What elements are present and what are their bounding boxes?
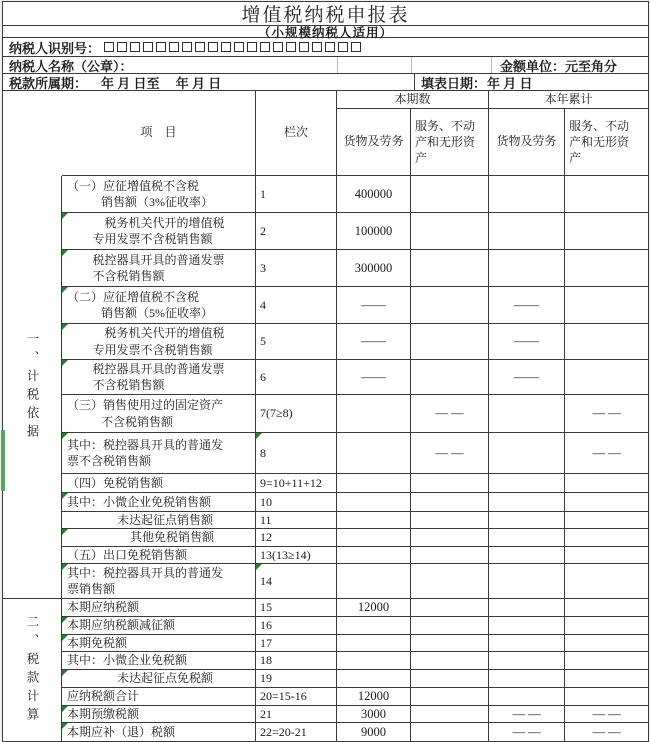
item-cell <box>62 395 256 433</box>
column-no-cell: 17 <box>256 635 337 652</box>
item-cell <box>62 493 256 512</box>
column-no-cell: 19 <box>256 670 337 688</box>
item-label: （三）销售使用过的固定资产 <box>67 398 224 413</box>
item-cell <box>62 360 256 395</box>
value-cell[interactable] <box>337 474 411 493</box>
item-cell <box>62 670 256 688</box>
id-box[interactable] <box>260 42 270 52</box>
value-cell[interactable] <box>411 360 489 395</box>
item-label: （五）出口免税销售额 <box>67 547 188 562</box>
value-cell[interactable] <box>489 564 565 599</box>
value-cell[interactable]: —— <box>489 287 565 324</box>
value-cell[interactable] <box>411 512 489 529</box>
item-label: 票销售额 <box>67 582 116 596</box>
item-label: 本期预缴税额 <box>67 706 140 721</box>
value-cell[interactable]: 12000 <box>337 599 411 617</box>
value-cell[interactable] <box>489 617 565 635</box>
id-box[interactable] <box>104 42 114 52</box>
column-no-header-cell: 栏次 <box>256 91 337 176</box>
value-cell[interactable] <box>337 512 411 529</box>
column-no-cell: 6 <box>256 360 337 395</box>
id-box[interactable] <box>130 42 140 52</box>
value-cell[interactable] <box>337 433 411 474</box>
value-cell[interactable] <box>411 493 489 512</box>
item-label: 应纳税额合计 <box>67 689 140 704</box>
column-no-cell: 3 <box>256 250 337 287</box>
item-cell <box>62 287 256 324</box>
value-cell[interactable]: — — <box>411 433 489 474</box>
section-label-tax-basis: 一、计税依据 <box>3 176 62 599</box>
column-no-cell: 15 <box>256 599 337 617</box>
value-cell[interactable] <box>411 564 489 599</box>
column-no-cell: 16 <box>256 617 337 635</box>
value-cell[interactable]: —— <box>337 324 411 360</box>
column-no-cell: 18 <box>256 652 337 670</box>
value-cell[interactable] <box>565 324 648 360</box>
value-cell[interactable] <box>565 213 648 250</box>
value-cell[interactable] <box>565 599 648 617</box>
item-label: 税控器具开具的普通发票 <box>92 361 225 376</box>
item-label: （一）应征增值税不含税 <box>67 178 200 193</box>
column-no-cell: 20=15-16 <box>256 688 337 706</box>
value-cell[interactable] <box>489 652 565 670</box>
column-no-cell: 13(13≥14) <box>256 547 337 564</box>
item-label: 税务机关代开的增值税 <box>92 326 225 341</box>
filing-date-label: 填表日期： <box>421 75 487 91</box>
id-box[interactable] <box>247 42 257 52</box>
value-cell[interactable] <box>489 512 565 529</box>
grid-divider <box>411 57 412 73</box>
item-cell <box>62 706 256 723</box>
id-box[interactable] <box>286 42 296 52</box>
value-cell[interactable] <box>411 287 489 324</box>
value-cell[interactable] <box>411 324 489 360</box>
grid-divider <box>414 74 415 90</box>
item-cell <box>62 635 256 652</box>
item-cell <box>62 723 256 741</box>
current-period-header-cell: 本期数 <box>337 91 489 109</box>
value-cell[interactable]: — — <box>565 706 648 723</box>
item-cell <box>62 433 256 474</box>
tax-period-row <box>3 74 648 91</box>
item-label: 其中：税控器具开具的普通发 <box>67 565 224 580</box>
item-label: 不含税销售额 <box>92 378 165 392</box>
id-box[interactable] <box>208 42 218 52</box>
value-cell[interactable] <box>337 635 411 652</box>
value-cell[interactable] <box>565 617 648 635</box>
item-cell <box>62 617 256 635</box>
value-cell[interactable] <box>489 529 565 547</box>
item-label: 票不含税销售额 <box>67 454 152 468</box>
value-cell[interactable] <box>411 176 489 213</box>
value-cell[interactable]: 12000 <box>337 688 411 706</box>
value-cell[interactable] <box>565 360 648 395</box>
value-cell[interactable] <box>411 670 489 688</box>
value-cell[interactable] <box>411 474 489 493</box>
column-no-cell: 11 <box>256 512 337 529</box>
item-label: 未达起征点免税额 <box>117 671 214 686</box>
item-label: 本期应纳税额减征额 <box>67 618 176 633</box>
item-label: 其中：税控器具开具的普通发 <box>67 437 224 452</box>
column-no-cell: 4 <box>256 287 337 324</box>
value-cell[interactable] <box>489 250 565 287</box>
section-label-tax-calculation: 二、税款计算 <box>3 599 62 741</box>
item-label: 专用发票不含税销售额 <box>92 232 213 246</box>
tax-table <box>3 91 648 741</box>
item-cell <box>62 599 256 617</box>
goods-subheader-cell: 货物及劳务 <box>337 109 411 176</box>
value-cell[interactable] <box>565 564 648 599</box>
value-cell[interactable]: —— <box>337 287 411 324</box>
grid-divider <box>491 57 492 73</box>
id-box[interactable] <box>234 42 244 52</box>
amount-unit-label: 金额单位：元至角分 <box>500 58 618 74</box>
grid-divider <box>337 57 338 73</box>
value-cell[interactable] <box>565 250 648 287</box>
form-subtitle: （小规模纳税人适用） <box>257 25 393 40</box>
item-label: 不含税销售额 <box>92 269 165 283</box>
item-cell <box>62 547 256 564</box>
value-cell[interactable] <box>489 688 565 706</box>
value-cell[interactable] <box>489 395 565 433</box>
item-label: （二）应征增值税不含税 <box>67 289 200 304</box>
value-cell[interactable] <box>565 529 648 547</box>
item-label: 其中：小微企业免税额 <box>67 653 188 668</box>
item-cell <box>62 564 256 599</box>
value-cell[interactable] <box>411 213 489 250</box>
id-box[interactable] <box>338 42 348 52</box>
item-cell <box>62 688 256 706</box>
taxpayer-name-row <box>3 57 648 74</box>
services-subheader-cell <box>411 109 489 176</box>
subtitle-row <box>3 26 648 38</box>
value-cell[interactable] <box>489 474 565 493</box>
item-label: 专用发票不含税销售额 <box>92 342 213 357</box>
filing-date-value: 年 月 日 <box>487 75 533 91</box>
value-cell[interactable] <box>489 493 565 512</box>
id-box[interactable] <box>143 42 153 52</box>
column-no-cell: 14 <box>256 564 337 599</box>
value-cell[interactable] <box>411 635 489 652</box>
services-subheader-label: 服务、不动产和无形资产 <box>569 118 630 166</box>
id-box[interactable] <box>195 42 205 52</box>
id-box[interactable] <box>273 42 283 52</box>
services-subheader-cell <box>565 109 648 176</box>
id-box[interactable] <box>351 42 361 52</box>
value-cell[interactable] <box>411 529 489 547</box>
value-cell[interactable] <box>489 635 565 652</box>
id-box[interactable] <box>325 42 335 52</box>
id-box[interactable] <box>156 42 166 52</box>
column-no-cell: 8 <box>256 433 337 474</box>
value-cell[interactable] <box>337 529 411 547</box>
value-cell[interactable] <box>489 176 565 213</box>
value-cell[interactable] <box>411 250 489 287</box>
value-cell[interactable]: —— <box>489 360 565 395</box>
value-cell[interactable] <box>489 599 565 617</box>
value-cell[interactable]: 400000 <box>337 176 411 213</box>
value-cell[interactable] <box>337 617 411 635</box>
value-cell[interactable]: 3000 <box>337 706 411 723</box>
value-cell[interactable] <box>411 688 489 706</box>
value-cell[interactable] <box>489 547 565 564</box>
value-cell[interactable] <box>489 433 565 474</box>
value-cell[interactable]: — — <box>489 723 565 741</box>
ytd-header-cell: 本年累计 <box>489 91 648 109</box>
value-cell[interactable] <box>565 670 648 688</box>
column-no-cell: 7(7≥8) <box>256 395 337 433</box>
item-cell <box>62 529 256 547</box>
value-cell[interactable]: —— <box>337 360 411 395</box>
item-cell <box>62 176 256 213</box>
id-box[interactable] <box>169 42 179 52</box>
item-cell <box>62 213 256 250</box>
item-label: 销售额（3%征收率） <box>101 195 213 209</box>
value-cell[interactable]: —— <box>489 324 565 360</box>
item-label: 其中：小微企业免税销售额 <box>67 494 212 509</box>
column-no-cell: 12 <box>256 529 337 547</box>
item-label: 本期应纳税额 <box>67 600 140 615</box>
taxpayer-id-row <box>3 38 648 57</box>
item-label: 本期免税额 <box>67 635 128 650</box>
value-cell[interactable] <box>565 176 648 213</box>
item-label: 税务机关代开的增值税 <box>92 215 225 230</box>
value-cell[interactable] <box>565 493 648 512</box>
column-no-cell: 2 <box>256 213 337 250</box>
id-box[interactable] <box>299 42 309 52</box>
value-cell[interactable]: — — <box>411 395 489 433</box>
value-cell[interactable] <box>337 547 411 564</box>
value-cell[interactable] <box>489 213 565 250</box>
item-cell <box>62 512 256 529</box>
value-cell[interactable]: 300000 <box>337 250 411 287</box>
taxpayer-id-label: 纳税人识别号： <box>9 40 101 56</box>
goods-subheader-cell: 货物及劳务 <box>489 109 565 176</box>
item-label: 未达起征点销售额 <box>117 512 214 527</box>
value-cell[interactable] <box>565 652 648 670</box>
column-no-cell: 9=10+11+12 <box>256 474 337 493</box>
item-cell <box>62 652 256 670</box>
value-cell[interactable]: — — <box>565 395 648 433</box>
item-cell <box>62 324 256 360</box>
services-subheader-label: 服务、不动产和无形资产 <box>415 118 476 166</box>
value-cell[interactable] <box>337 652 411 670</box>
value-cell[interactable] <box>337 670 411 688</box>
tax-period-value: 年 月 日至 年 月 日 <box>101 75 222 91</box>
value-cell[interactable] <box>337 395 411 433</box>
item-label: （四）免税销售额 <box>67 475 164 490</box>
items-header-cell: 项 目 <box>62 91 256 176</box>
value-cell[interactable] <box>565 512 648 529</box>
id-box[interactable] <box>117 42 127 52</box>
column-no-cell: 10 <box>256 493 337 512</box>
item-label: 税控器具开具的普通发票 <box>92 252 225 267</box>
item-label: 销售额（5%征收率） <box>101 306 213 320</box>
value-cell[interactable] <box>411 706 489 723</box>
value-cell[interactable] <box>337 564 411 599</box>
item-cell <box>62 474 256 493</box>
value-cell[interactable] <box>565 474 648 493</box>
value-cell[interactable] <box>411 617 489 635</box>
taxpayer-id-boxes <box>104 42 361 52</box>
item-cell <box>62 250 256 287</box>
column-no-cell: 5 <box>256 324 337 360</box>
value-cell[interactable] <box>411 599 489 617</box>
vat-return-form <box>2 1 649 742</box>
value-cell[interactable] <box>565 635 648 652</box>
value-cell[interactable] <box>411 547 489 564</box>
tax-period-label: 税款所属期： <box>9 75 88 91</box>
value-cell[interactable] <box>489 670 565 688</box>
value-cell[interactable]: — — <box>592 724 621 739</box>
value-cell[interactable]: — — <box>489 706 565 723</box>
column-no-cell: 21 <box>256 706 337 723</box>
item-label: 不含税销售额 <box>101 414 174 429</box>
id-box[interactable] <box>221 42 231 52</box>
green-strip <box>1 430 5 491</box>
value-cell[interactable]: — — <box>565 433 648 474</box>
page-title: 增值税纳税申报表 <box>241 5 410 26</box>
value-cell[interactable] <box>565 688 648 706</box>
id-box[interactable] <box>312 42 322 52</box>
item-label: 其他免税销售额 <box>130 530 215 545</box>
taxpayer-name-label: 纳税人名称（公章）： <box>9 58 133 74</box>
value-cell[interactable] <box>411 652 489 670</box>
column-no-cell: 1 <box>256 176 337 213</box>
value-cell[interactable] <box>411 723 489 741</box>
id-box[interactable] <box>182 42 192 52</box>
value-cell[interactable]: 100000 <box>337 213 411 250</box>
value-cell[interactable] <box>565 287 648 324</box>
value-cell[interactable] <box>337 493 411 512</box>
column-no-cell: 22=20-21 <box>256 723 337 741</box>
value-cell[interactable]: 9000 <box>337 723 411 741</box>
item-label: 本期应补（退）税额 <box>67 724 176 739</box>
value-cell[interactable] <box>565 547 648 564</box>
